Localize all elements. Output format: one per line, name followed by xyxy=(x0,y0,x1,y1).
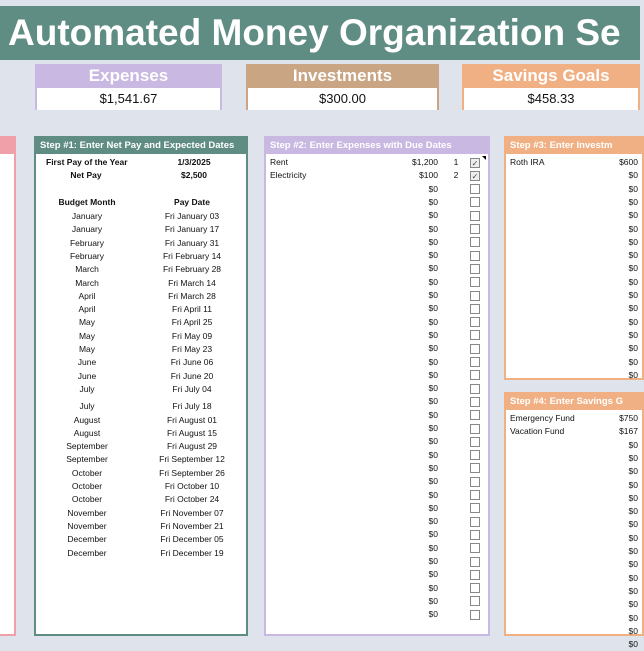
investment-row xyxy=(506,169,642,182)
budget-month-cell: January xyxy=(71,224,103,235)
savings-row xyxy=(506,412,642,425)
expense-paid-checkbox[interactable] xyxy=(470,583,480,593)
budget-month-cell: June xyxy=(77,357,97,368)
investments-summary-value: $300.00 xyxy=(248,88,437,110)
step2-panel xyxy=(264,136,490,636)
budget-month-cell: April xyxy=(78,304,96,315)
budget-month-cell: November xyxy=(67,507,107,518)
expense-row xyxy=(266,582,488,595)
expense-amount-cell: $0 xyxy=(428,383,438,394)
expense-amount-cell: $0 xyxy=(428,556,438,566)
savings-row-amount-cell: $0 xyxy=(628,612,638,623)
expense-paid-checkbox[interactable] xyxy=(470,450,480,460)
expense-row xyxy=(266,382,488,395)
expense-amount-cell: $100 xyxy=(419,170,438,181)
expense-paid-checkbox[interactable] xyxy=(470,477,480,487)
expense-amount-cell: $0 xyxy=(428,236,438,247)
savings-row xyxy=(506,505,642,518)
savings-row xyxy=(506,492,642,505)
expense-amount-cell: $0 xyxy=(428,595,438,606)
investment-row-amount-cell: $0 xyxy=(628,236,638,247)
savings-row-amount-cell: $0 xyxy=(628,519,638,530)
expense-amount-cell: $0 xyxy=(428,343,438,354)
expense-row xyxy=(266,568,488,581)
savings-row-amount-cell: $0 xyxy=(628,585,638,596)
savings-row xyxy=(506,532,642,545)
expense-amount-cell: $0 xyxy=(428,329,438,340)
expense-amount-cell: $0 xyxy=(428,196,438,207)
expense-paid-checkbox[interactable] xyxy=(470,370,480,380)
investment-row xyxy=(506,262,642,275)
expense-row xyxy=(266,342,488,355)
savings-summary-label: Savings Goals xyxy=(492,66,610,85)
expense-amount-cell: $0 xyxy=(428,489,438,500)
pay-schedule-row xyxy=(36,400,246,413)
pay-date-cell: Fri June 06 xyxy=(170,357,214,368)
budget-month-cell: October xyxy=(71,494,103,505)
expense-paid-checkbox[interactable] xyxy=(470,517,480,527)
expense-amount-cell: $0 xyxy=(428,449,438,460)
investment-row-amount-cell: $0 xyxy=(628,196,638,207)
budget-month-cell: May xyxy=(78,344,96,354)
pay-schedule-row xyxy=(36,250,246,263)
expense-row xyxy=(266,595,488,608)
pay-date-cell: Fri October 10 xyxy=(164,481,220,491)
investment-row-amount-cell: $0 xyxy=(628,316,638,327)
investment-row-amount-cell: $600 xyxy=(619,157,638,167)
expense-paid-checkbox[interactable] xyxy=(470,424,480,434)
budget-month-cell: March xyxy=(75,264,99,275)
savings-row-amount-cell: $0 xyxy=(628,452,638,463)
pay-date-column-header: Pay Date xyxy=(174,197,210,207)
savings-summary-card xyxy=(462,64,640,110)
investment-row-amount-cell: $0 xyxy=(628,223,638,234)
expense-amount-cell: $0 xyxy=(428,516,438,527)
expense-paid-checkbox[interactable] xyxy=(470,317,480,327)
savings-row-name-cell[interactable]: Vacation Fund xyxy=(510,426,565,437)
expense-row xyxy=(266,409,488,422)
expense-paid-checkbox[interactable] xyxy=(470,503,480,513)
savings-row-amount-cell: $0 xyxy=(628,625,638,636)
expense-paid-checkbox[interactable] xyxy=(470,596,480,606)
pay-schedule-row xyxy=(36,383,246,396)
expense-paid-checkbox[interactable] xyxy=(470,490,480,500)
expense-paid-checkbox[interactable] xyxy=(470,197,480,207)
pay-date-cell: Fri April 11 xyxy=(172,304,212,315)
investment-row xyxy=(506,223,642,236)
investment-row xyxy=(506,276,642,289)
savings-row xyxy=(506,452,642,465)
investments-summary-card xyxy=(246,64,439,110)
expense-due-day-cell[interactable]: 1 xyxy=(453,157,459,167)
pay-date-cell: Fri February 28 xyxy=(162,264,222,275)
step4-panel xyxy=(504,392,644,650)
expense-paid-checkbox[interactable] xyxy=(470,171,480,181)
expense-paid-checkbox[interactable] xyxy=(470,570,480,580)
pay-schedule-row xyxy=(36,303,246,316)
pay-date-cell: Fri July 04 xyxy=(172,383,212,394)
investment-row xyxy=(506,356,642,369)
expense-row xyxy=(266,475,488,488)
left-partial-panel xyxy=(0,136,16,636)
expense-name-cell[interactable]: Rent xyxy=(270,157,288,167)
savings-row xyxy=(506,625,642,638)
pay-schedule-row xyxy=(36,520,246,533)
pay-date-cell: Fri November 21 xyxy=(160,520,224,531)
investment-row xyxy=(506,236,642,249)
investment-row-amount-cell: $0 xyxy=(628,210,638,221)
savings-row-amount-cell: $0 xyxy=(628,572,638,583)
expense-paid-checkbox[interactable] xyxy=(470,291,480,301)
pay-date-cell: Fri January 17 xyxy=(164,224,220,235)
expense-amount-cell: $1,200 xyxy=(412,157,438,167)
net-pay-value[interactable]: $2,500 xyxy=(181,170,207,180)
investment-row xyxy=(506,316,642,329)
expense-paid-checkbox[interactable] xyxy=(470,543,480,553)
investment-row-amount-cell: $0 xyxy=(628,183,638,194)
budget-month-cell: June xyxy=(77,370,97,381)
pay-schedule-row xyxy=(36,290,246,303)
budget-month-cell: July xyxy=(79,383,95,394)
expense-paid-checkbox[interactable] xyxy=(470,237,480,247)
expense-row xyxy=(266,502,488,515)
pay-table-header xyxy=(36,196,246,209)
expense-row xyxy=(266,289,488,302)
investment-row-amount-cell: $0 xyxy=(628,276,638,287)
expense-paid-checkbox[interactable] xyxy=(470,530,480,540)
expense-row xyxy=(266,515,488,528)
expense-amount-cell: $0 xyxy=(428,263,438,274)
savings-row xyxy=(506,465,642,478)
expense-row xyxy=(266,356,488,369)
pay-schedule-row xyxy=(36,316,246,329)
expense-amount-cell: $0 xyxy=(428,316,438,327)
step1-panel xyxy=(34,136,248,636)
expense-amount-cell: $0 xyxy=(428,529,438,540)
expense-paid-checkbox[interactable] xyxy=(470,397,480,407)
pay-schedule-row xyxy=(36,343,246,356)
budget-month-cell: August xyxy=(73,414,101,425)
investment-row xyxy=(506,289,642,302)
budget-month-cell: February xyxy=(69,250,104,261)
expense-row xyxy=(266,169,488,182)
expense-amount-cell: $0 xyxy=(428,396,438,407)
expense-amount-cell: $0 xyxy=(428,223,438,234)
expense-row xyxy=(266,608,488,621)
expense-amount-cell: $0 xyxy=(428,290,438,300)
pay-schedule-row xyxy=(36,356,246,369)
pay-schedule-row xyxy=(36,237,246,250)
investment-row-amount-cell: $0 xyxy=(628,369,638,380)
expense-row xyxy=(266,183,488,196)
expense-paid-checkbox[interactable] xyxy=(470,344,480,354)
investment-row-amount-cell: $0 xyxy=(628,329,638,340)
expense-amount-cell: $0 xyxy=(428,210,438,221)
savings-row xyxy=(506,572,642,585)
investment-row-amount-cell: $0 xyxy=(628,170,638,181)
savings-row xyxy=(506,585,642,598)
expense-paid-checkbox[interactable] xyxy=(470,384,480,394)
investment-row xyxy=(506,183,642,196)
expense-amount-cell: $0 xyxy=(428,356,438,367)
expense-paid-checkbox[interactable] xyxy=(470,264,480,274)
pay-date-cell: Fri September 12 xyxy=(159,454,225,465)
pay-date-cell: Fri April 25 xyxy=(171,317,213,328)
savings-row-amount-cell: $0 xyxy=(628,466,638,477)
investment-row-amount-cell: $0 xyxy=(628,343,638,354)
budget-month-cell: September xyxy=(66,454,108,465)
expense-row xyxy=(266,276,488,289)
expense-amount-cell: $0 xyxy=(428,250,438,261)
expense-amount-cell: $0 xyxy=(428,476,438,487)
budget-month-cell: January xyxy=(71,211,103,221)
pay-date-cell: Fri December 05 xyxy=(160,534,224,545)
expense-row xyxy=(266,302,488,315)
pay-date-cell: Fri December 19 xyxy=(160,547,224,558)
expenses-summary-value: $1,541.67 xyxy=(37,88,220,110)
pay-schedule-row xyxy=(36,467,246,480)
expense-amount-cell: $0 xyxy=(428,183,438,194)
checkmark-icon: ✓ xyxy=(471,158,479,168)
budget-month-cell: December xyxy=(67,534,107,545)
step4-header: Step #4: Enter Savings G xyxy=(506,394,642,410)
expense-row xyxy=(266,196,488,209)
step2-header: Step #2: Enter Expenses with Due Dates xyxy=(266,138,488,154)
pay-schedule-row xyxy=(36,427,246,440)
expense-paid-checkbox[interactable] xyxy=(470,251,480,261)
budget-month-cell: May xyxy=(78,330,96,341)
pay-date-cell: Fri November 07 xyxy=(160,507,224,518)
investment-row xyxy=(506,342,642,355)
expense-row xyxy=(266,435,488,448)
expense-paid-checkbox[interactable] xyxy=(470,277,480,287)
savings-row-amount-cell: $750 xyxy=(619,413,638,423)
expense-row xyxy=(266,555,488,568)
pay-schedule-row xyxy=(36,263,246,276)
investment-row-amount-cell: $0 xyxy=(628,263,638,274)
expense-amount-cell: $0 xyxy=(428,582,438,593)
budget-month-cell: November xyxy=(67,520,107,531)
pay-date-cell: Fri August 29 xyxy=(166,441,218,452)
pay-date-cell: Fri July 18 xyxy=(172,401,212,412)
budget-month-cell: February xyxy=(69,237,104,248)
expense-amount-cell: $0 xyxy=(428,436,438,447)
savings-row-name-cell[interactable]: Emergency Fund xyxy=(510,413,575,423)
expense-amount-cell: $0 xyxy=(428,502,438,513)
pay-date-cell: Fri January 03 xyxy=(164,211,220,221)
investments-summary-label: Investments xyxy=(292,66,393,85)
expense-row xyxy=(266,369,488,382)
expense-amount-cell: $0 xyxy=(428,423,438,433)
budget-month-cell: October xyxy=(71,481,103,491)
budget-month-cell: July xyxy=(79,401,95,412)
comment-indicator-icon xyxy=(482,156,486,160)
savings-row-amount-cell: $0 xyxy=(628,479,638,490)
savings-row xyxy=(506,439,642,452)
expense-row xyxy=(266,449,488,462)
savings-row xyxy=(506,612,642,625)
net-pay-row xyxy=(36,169,246,182)
expense-row xyxy=(266,462,488,475)
budget-month-column-header: Budget Month xyxy=(58,197,116,207)
investment-row xyxy=(506,369,642,382)
investment-row xyxy=(506,302,642,315)
expenses-summary-card xyxy=(35,64,222,110)
expense-paid-checkbox[interactable] xyxy=(470,463,480,473)
pay-date-cell: Fri August 01 xyxy=(166,414,218,425)
pay-date-cell: Fri October 24 xyxy=(164,494,220,505)
expense-row xyxy=(266,223,488,236)
expense-paid-checkbox[interactable] xyxy=(470,330,480,340)
expense-paid-checkbox[interactable] xyxy=(470,304,480,314)
expense-row xyxy=(266,262,488,275)
savings-row xyxy=(506,558,642,571)
expense-row xyxy=(266,528,488,541)
expense-row xyxy=(266,489,488,502)
expense-paid-checkbox[interactable] xyxy=(470,184,480,194)
pay-schedule-row xyxy=(36,370,246,383)
expense-paid-checkbox[interactable] xyxy=(470,357,480,367)
expense-amount-cell: $0 xyxy=(428,569,438,580)
pay-schedule-row xyxy=(36,330,246,343)
pay-date-cell: Fri March 14 xyxy=(168,277,216,288)
savings-row-amount-cell: $0 xyxy=(628,639,638,650)
investment-row xyxy=(506,329,642,342)
expense-row xyxy=(266,236,488,249)
budget-month-cell: August xyxy=(73,427,101,438)
expense-amount-cell: $0 xyxy=(428,369,438,380)
pay-date-cell: Fri August 15 xyxy=(166,427,218,438)
savings-row xyxy=(506,425,642,438)
pay-schedule-row xyxy=(36,480,246,493)
investment-row xyxy=(506,209,642,222)
savings-row-amount-cell: $167 xyxy=(619,426,638,437)
savings-row-amount-cell: $0 xyxy=(628,599,638,610)
investment-row-amount-cell: $0 xyxy=(628,303,638,314)
investment-row-amount-cell: $0 xyxy=(628,356,638,367)
pay-schedule-row xyxy=(36,414,246,427)
pay-schedule-row xyxy=(36,440,246,453)
investment-row xyxy=(506,249,642,262)
pay-date-cell: Fri May 23 xyxy=(171,344,213,354)
savings-row-amount-cell: $0 xyxy=(628,439,638,450)
first-pay-label: First Pay of the Year xyxy=(46,157,128,167)
budget-month-cell: March xyxy=(75,277,99,288)
pay-schedule-row xyxy=(36,210,246,223)
expense-amount-cell: $0 xyxy=(428,609,438,620)
expense-row xyxy=(266,329,488,342)
budget-month-cell: October xyxy=(71,467,103,478)
step3-header: Step #3: Enter Investm xyxy=(506,138,642,154)
expense-paid-checkbox[interactable] xyxy=(470,557,480,567)
investment-row xyxy=(506,156,642,169)
budget-month-cell: December xyxy=(67,547,107,558)
savings-row-amount-cell: $0 xyxy=(628,532,638,543)
expense-name-cell[interactable]: Electricity xyxy=(270,170,307,181)
expense-paid-checkbox[interactable] xyxy=(470,211,480,221)
expense-paid-checkbox[interactable] xyxy=(470,610,480,620)
page-title: Automated Money Organization Se xyxy=(0,6,640,60)
expense-row xyxy=(266,422,488,435)
budget-month-cell: April xyxy=(78,290,96,301)
pay-date-cell: Fri May 09 xyxy=(171,330,213,341)
savings-summary-value: $458.33 xyxy=(464,88,638,110)
investment-row-amount-cell: $0 xyxy=(628,290,638,300)
budget-month-cell: September xyxy=(66,441,108,452)
first-pay-row xyxy=(36,156,246,169)
savings-row xyxy=(506,518,642,531)
expense-amount-cell: $0 xyxy=(428,542,438,553)
expense-row xyxy=(266,316,488,329)
savings-row xyxy=(506,598,642,611)
savings-row xyxy=(506,638,642,651)
expense-amount-cell: $0 xyxy=(428,462,438,473)
savings-row xyxy=(506,545,642,558)
pay-schedule-row xyxy=(36,453,246,466)
pay-schedule-row xyxy=(36,533,246,546)
expense-paid-checkbox[interactable] xyxy=(470,410,480,420)
expense-row xyxy=(266,209,488,222)
savings-row-amount-cell: $0 xyxy=(628,506,638,517)
pay-schedule-row xyxy=(36,507,246,520)
expense-amount-cell: $0 xyxy=(428,303,438,314)
pay-date-cell: Fri March 28 xyxy=(168,290,216,301)
expense-amount-cell: $0 xyxy=(428,276,438,287)
net-pay-label: Net Pay xyxy=(70,170,102,180)
expenses-summary-label: Expenses xyxy=(88,66,169,85)
savings-row-amount-cell: $0 xyxy=(628,546,638,556)
pay-date-cell: Fri September 26 xyxy=(159,467,225,478)
expense-paid-checkbox[interactable] xyxy=(470,158,480,168)
investment-row-name-cell[interactable]: Roth IRA xyxy=(510,157,545,167)
expense-paid-checkbox[interactable] xyxy=(470,437,480,447)
pay-schedule-row xyxy=(36,547,246,560)
first-pay-value[interactable]: 1/3/2025 xyxy=(177,157,211,167)
pay-schedule-row xyxy=(36,223,246,236)
expense-amount-cell: $0 xyxy=(428,409,438,420)
expense-row xyxy=(266,395,488,408)
budget-month-cell: May xyxy=(78,317,96,328)
investment-row-amount-cell: $0 xyxy=(628,250,638,261)
pay-schedule-row xyxy=(36,493,246,506)
expense-row xyxy=(266,542,488,555)
pay-date-cell: Fri February 14 xyxy=(162,250,222,261)
pay-schedule-row xyxy=(36,277,246,290)
checkmark-icon: ✓ xyxy=(471,171,479,181)
expense-due-day-cell[interactable]: 2 xyxy=(453,170,459,181)
savings-row-amount-cell: $0 xyxy=(628,559,638,570)
expense-row xyxy=(266,156,488,169)
savings-row-amount-cell: $0 xyxy=(628,492,638,503)
pay-date-cell: Fri June 20 xyxy=(170,370,214,381)
step1-header: Step #1: Enter Net Pay and Expected Dates xyxy=(36,138,246,154)
pay-date-cell: Fri January 31 xyxy=(164,237,220,248)
expense-row xyxy=(266,249,488,262)
investment-row xyxy=(506,196,642,209)
step3-panel xyxy=(504,136,644,380)
expense-paid-checkbox[interactable] xyxy=(470,224,480,234)
savings-row xyxy=(506,479,642,492)
